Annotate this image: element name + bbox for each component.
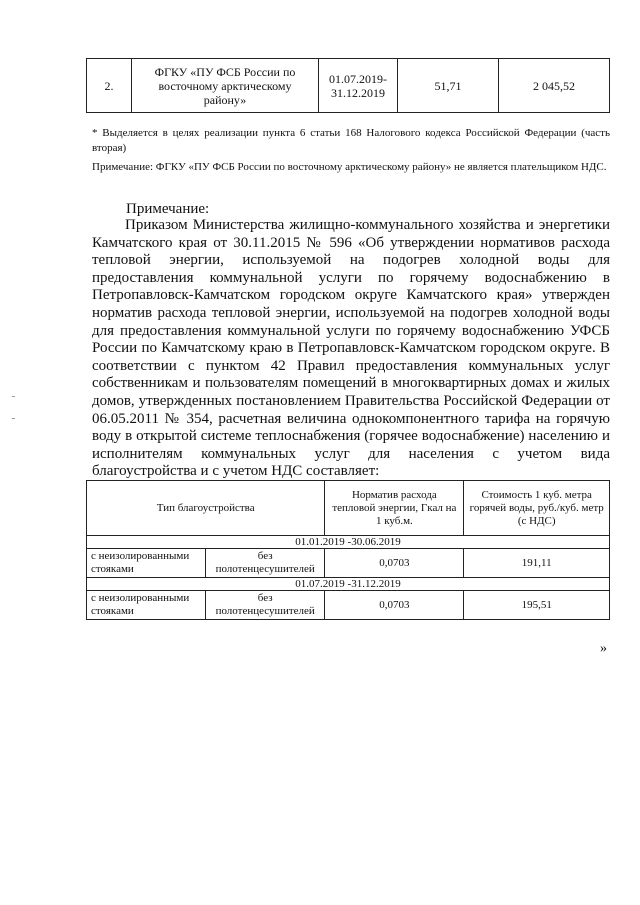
value-2: 2 045,52: [499, 59, 610, 113]
period-row: [87, 578, 610, 591]
header-type: Тип благоустройства: [87, 481, 325, 536]
table-row: [87, 591, 610, 620]
type-cell: с неизолированными стояками: [87, 549, 206, 578]
org-tariff-table: [86, 58, 610, 113]
norm-cell: 0,0703: [325, 591, 464, 620]
header-norm: Норматив расхода тепловой энергии, Гкал на 1 куб.м.: [325, 481, 464, 536]
table-row: [87, 59, 610, 113]
value-1: 51,71: [398, 59, 499, 113]
table-header-row: [87, 481, 610, 536]
cost-cell: 191,11: [464, 549, 610, 578]
note-paragraph: Приказом Министерства жилищно-коммунального хозяйства и энергетики Камчатского края от 30.11.2015 № 596 «Об утверждении нормативов расхода тепловой энергии, используемой на подогрев холодной воды для предоставления коммунальной услуги по горячему водоснабжению в Петропавловск-Камчатском городском округе Камчатского края» утвержден норматив расхода тепловой энергии, используемой на подогрев холодной воды для предоставления коммунальной услуги по горячему водоснабжению УФСБ России по Камчатскому краю в Петропавловск-Камчатском городском округе. В соответствии с пунктом 42 Правил предоставления коммунальных услуг собственникам и пользователям помещений в многоквартирных домах и жилых домов, утвержденных постановлением Правительства Российской Федерации от 06.05.2011 № 354, расчетная величина однокомпонентного тарифа на горячую воду в открытой системе теплоснабжения (горячее водоснабжение) населению и исполнителям коммунальных услуг для населения с учетом вида благоустройства и с учетом НДС составляет:: [92, 217, 610, 480]
hot-water-tariff-table: [86, 480, 610, 620]
norm-cell: 0,0703: [325, 549, 464, 578]
organization-name: ФГКУ «ПУ ФСБ России по восточному арктическому району»: [132, 59, 319, 113]
period-row: [87, 536, 610, 549]
header-cost: Стоимость 1 куб. метра горячей воды, руб./куб. метр (с НДС): [464, 481, 610, 536]
subtype-cell: без полотенцесушителей: [206, 591, 325, 620]
note-heading: Примечание:: [126, 201, 210, 217]
cost-cell: 195,51: [464, 591, 610, 620]
table-row: [87, 549, 610, 578]
period-label: 01.01.2019 -30.06.2019: [87, 536, 610, 549]
row-number: 2.: [87, 59, 132, 113]
closing-quote: »: [600, 641, 607, 656]
footnote-star: * Выделяется в целях реализации пункта 6 статьи 168 Налогового кодекса Российской Федерации (часть вторая): [92, 127, 610, 154]
period-label: 01.07.2019 -31.12.2019: [87, 578, 610, 591]
scan-mark: [12, 396, 15, 397]
subtype-cell: без полотенцесушителей: [206, 549, 325, 578]
type-cell: с неизолированными стояками: [87, 591, 206, 620]
footnote-remark: Примечание: ФГКУ «ПУ ФСБ России по восточному арктическому району» не является плательщиком НДС.: [92, 161, 607, 173]
period: 01.07.2019-31.12.2019: [319, 59, 398, 113]
scan-mark: [12, 418, 15, 419]
